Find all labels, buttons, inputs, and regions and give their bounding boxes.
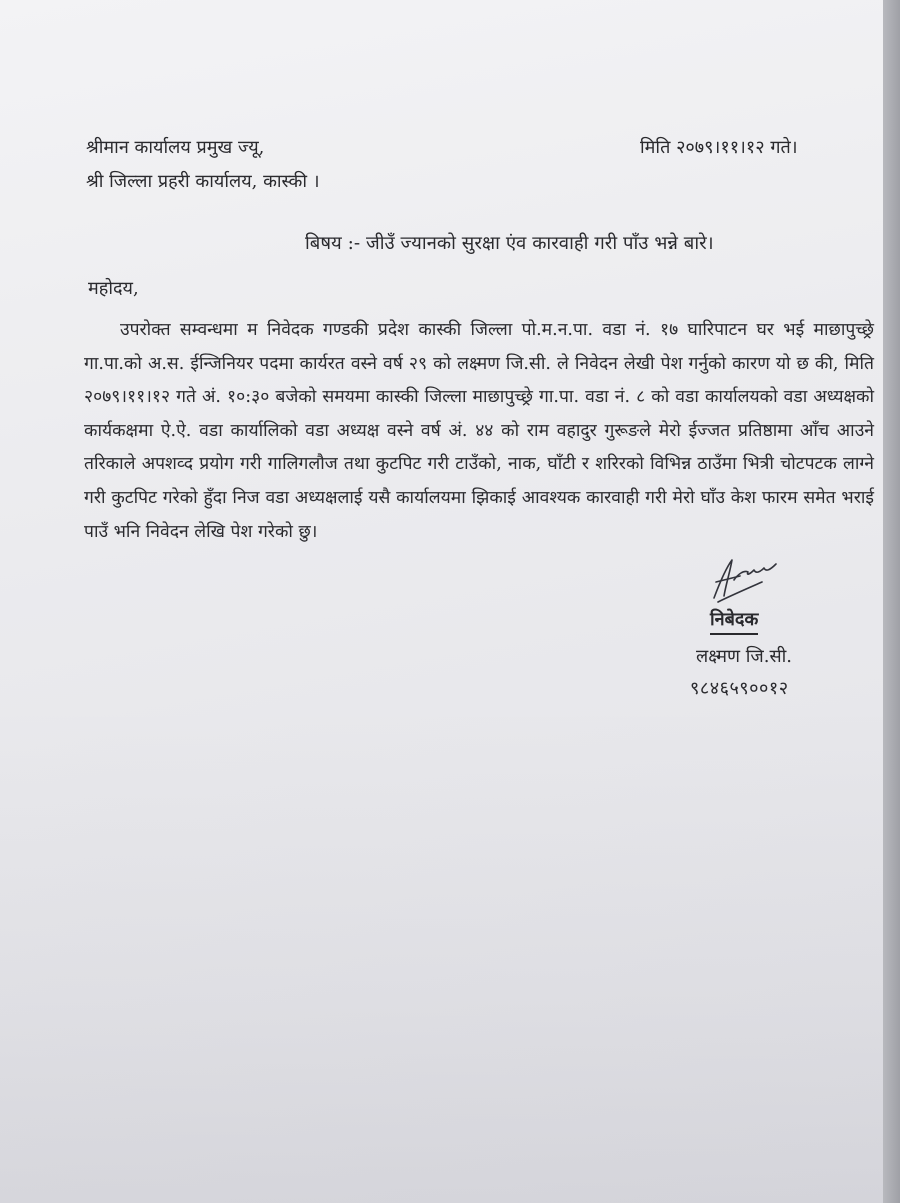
signer-name: लक्ष्मण जि.सी. bbox=[696, 646, 793, 667]
recipient-line-1: श्रीमान कार्यालय प्रमुख ज्यू, bbox=[86, 137, 265, 158]
signer-phone: ९८४६५९००१२ bbox=[690, 678, 789, 699]
page-edge-background bbox=[883, 0, 900, 1203]
letter-body: उपरोक्त सम्वन्धमा म निवेदक गण्डकी प्रदेश कास्की जिल्ला पो.म.न.पा. वडा नं. १७ घारिपाटन घर भई माछापुच्छ्रे गा.पा.को अ.स. ईन्जिनियर पदमा कार्यरत वस्ने वर्ष २९ को लक्ष्मण जि.सी. ले निवेदन लेखी पेश गर्नुको कारण यो छ की, मिति २०७९।११।१२ गते अं. १०:३० बजेको समयमा कास्की जिल्ला माछापुच्छ्रे गा.पा. वडा नं. ८ को वडा कार्यालयको वडा अध्यक्षको कार्यकक्षमा ऐ.ऐ. वडा कार्यालिको वडा अध्यक्ष वस्ने वर्ष अं. ४४ को राम वहादुर गुरूङले मेरो ईज्जत प्रतिष्ठामा आँच आउने तरिकाले अपशव्द प्रयोग गरी गालिगलौज तथा कुटपिट गरी टाउँको, नाक, घाँटी र शरिरको विभिन्न ठाउँमा भित्री चोटपटक लाग्ने गरी कुटपिट गरेको हुँदा निज वडा अध्यक्षलाई यसै कार्यालयमा झिकाई आवश्यक कारवाही गरी मेरो घाँउ केश फारम समेत भराई पाउँ भनि निवेदन लेखि पेश गरेको छु। bbox=[84, 320, 874, 542]
handwritten-signature bbox=[704, 552, 784, 608]
letter-date: मिति २०७९।११।१२ गते। bbox=[640, 137, 798, 158]
recipient-line-2: श्री जिल्ला प्रहरी कार्यालय, कास्की । bbox=[86, 171, 320, 192]
signer-role: निबेदक bbox=[710, 608, 758, 635]
letter-subject: बिषय :- जीउँ ज्यानको सुरक्षा एंव कारवाही गरी पाँउ भन्ने बारे। bbox=[305, 233, 714, 254]
paper-shadow bbox=[0, 700, 883, 1203]
salutation: महोदय, bbox=[88, 278, 139, 299]
